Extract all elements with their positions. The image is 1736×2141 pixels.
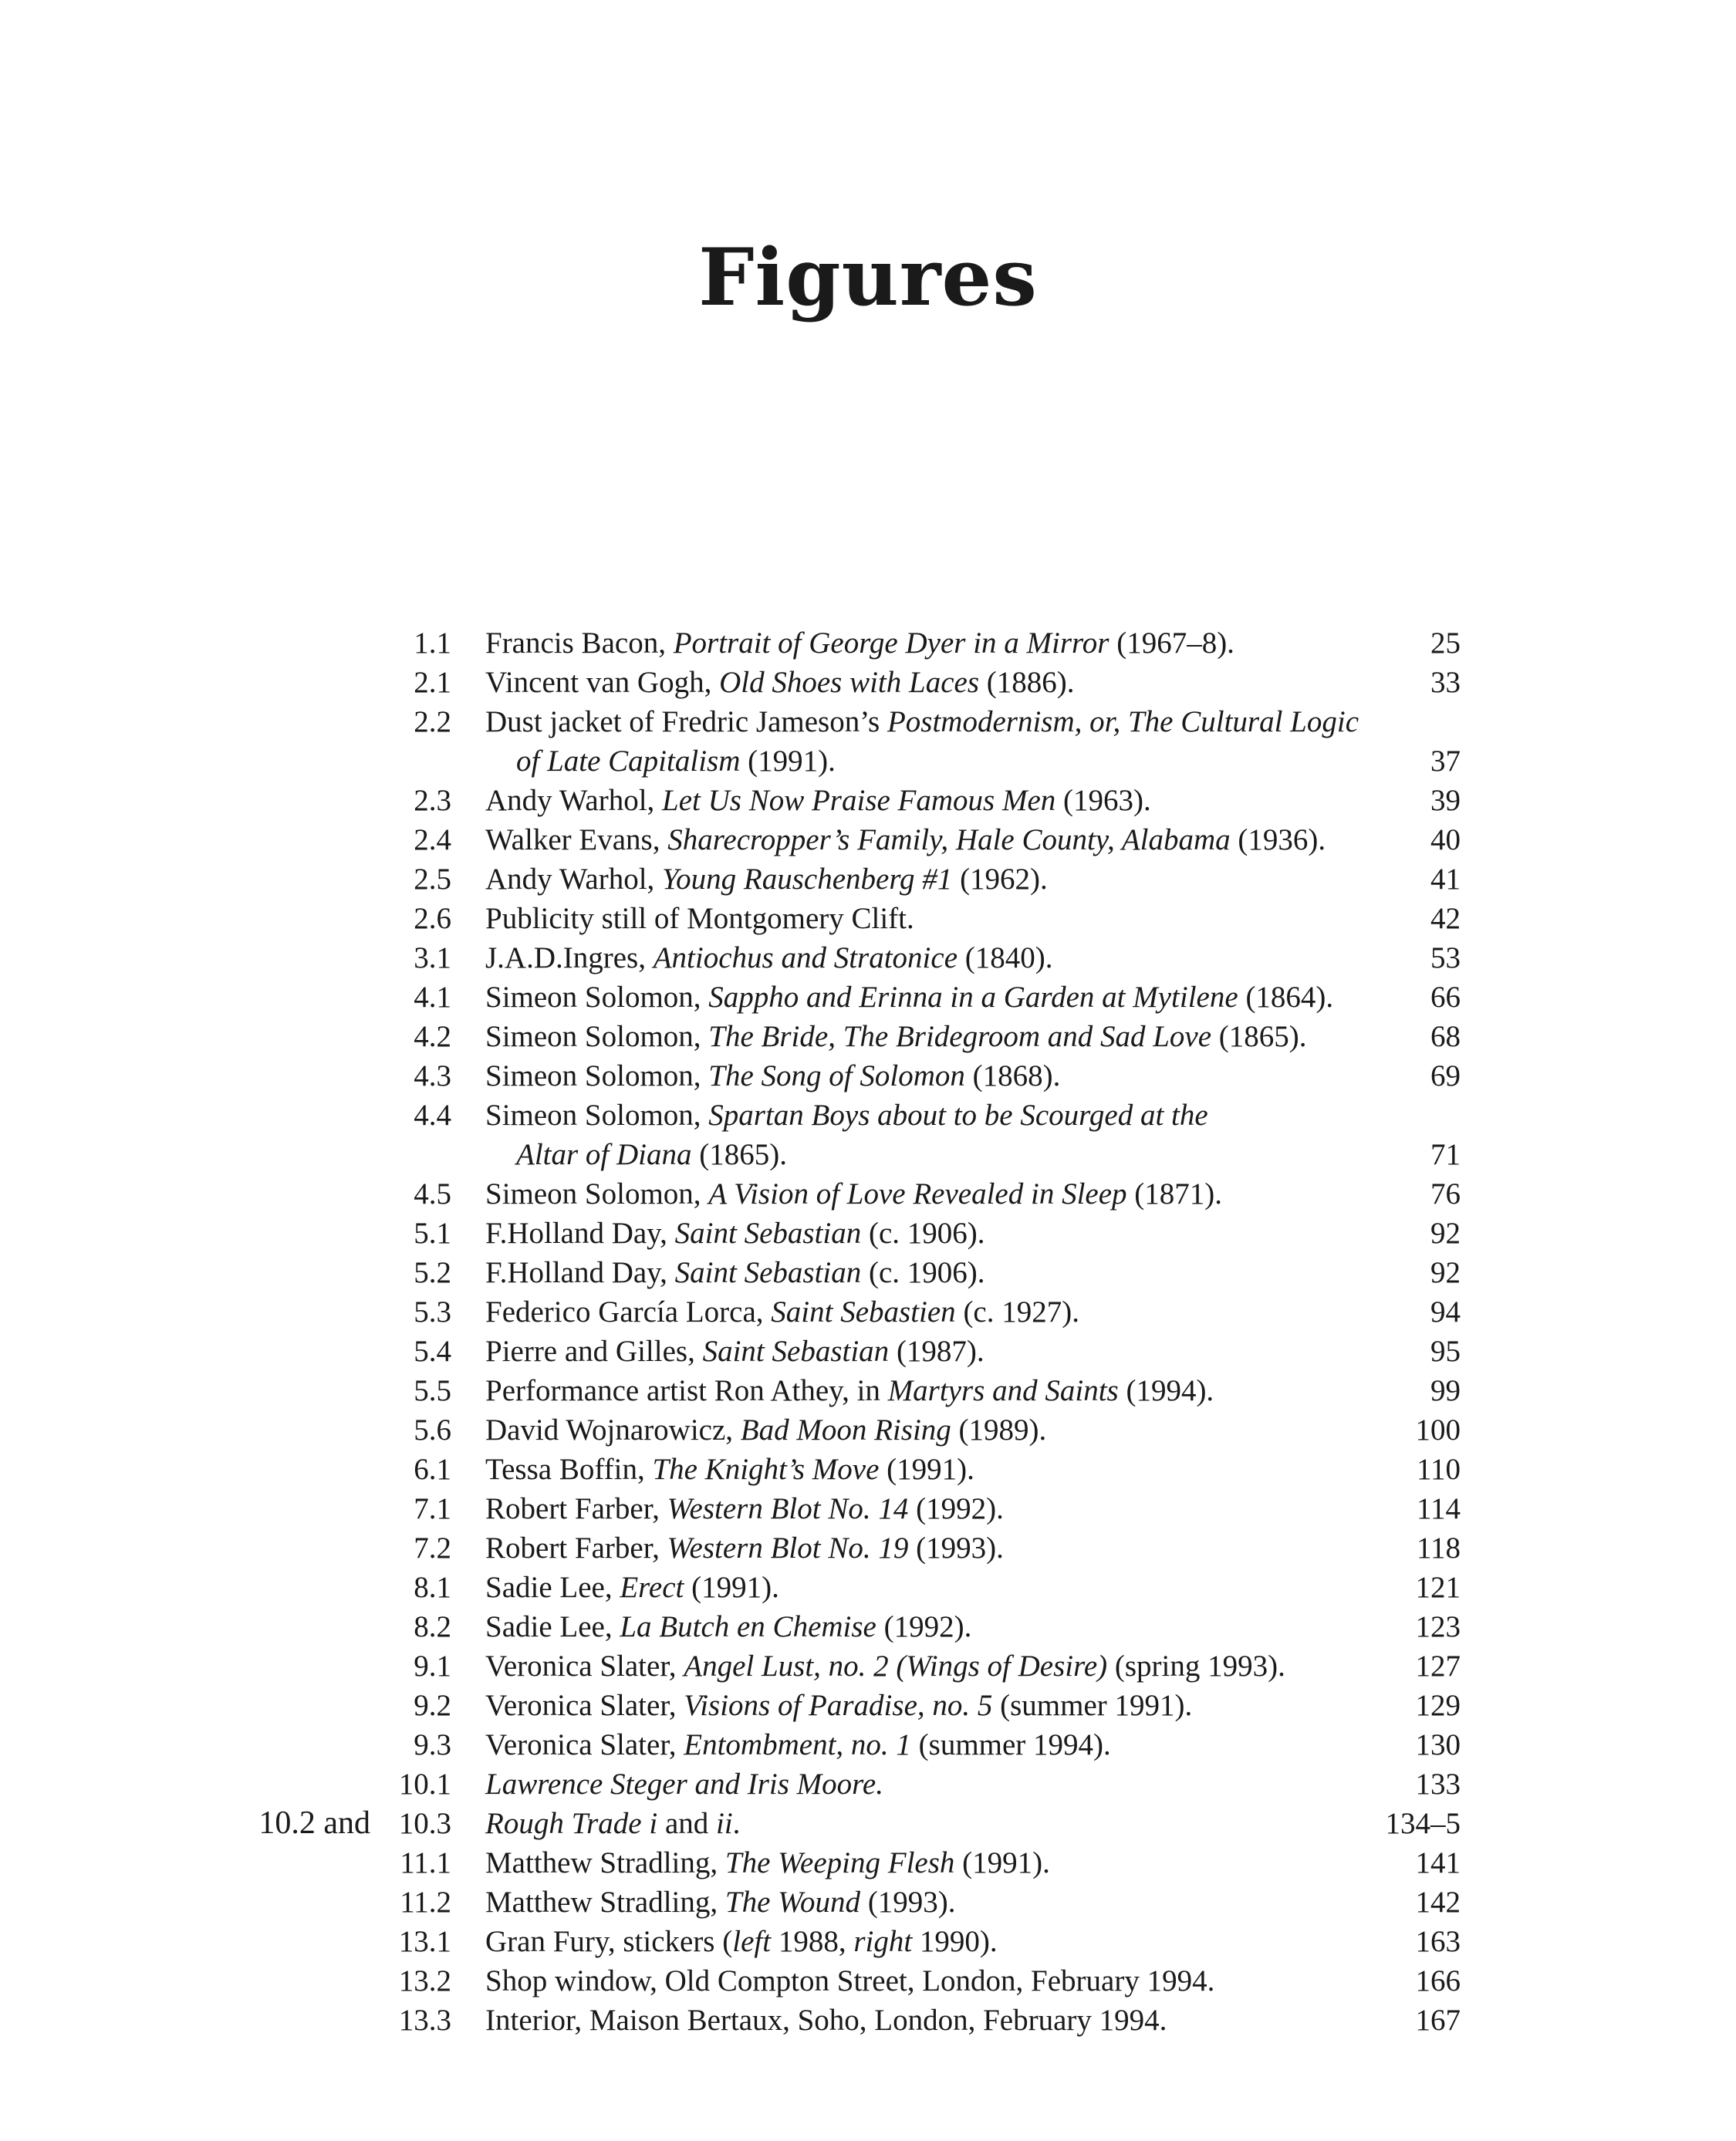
figure-caption [485,1292,1079,1332]
figure-number: 5.6 [414,1413,451,1447]
figure-number: 4.3 [414,1059,451,1092]
caption-text: (1991). [954,1846,1050,1879]
figure-entry [0,1332,1736,1371]
caption-text: Vincent van Gogh, [485,666,720,699]
caption-title: The Bride, The Bridegroom and Sad Love [708,1020,1212,1053]
figure-caption [485,702,1359,741]
figure-number: 9.3 [414,1728,451,1761]
figure-number: 2.3 [414,784,451,817]
page-number: 129 [1415,1689,1461,1722]
page-number: 66 [1430,981,1461,1014]
figure-caption [485,1410,1046,1450]
caption-text: Simeon Solomon, [485,981,709,1014]
page-number: 95 [1430,1335,1461,1368]
figure-entry [0,1410,1736,1450]
figure-caption [516,1135,787,1174]
caption-title: Visions of Paradise, no. 5 [684,1689,993,1722]
caption-text: (1963). [1055,784,1151,817]
figure-caption [485,1450,974,1489]
page-number: 94 [1430,1295,1461,1329]
page-number: 163 [1415,1925,1461,1958]
caption-text: (1868). [964,1059,1061,1092]
figure-caption [485,1214,985,1253]
figure-entry [0,1804,1736,1843]
page-number: 53 [1430,941,1461,974]
figure-caption [485,859,1048,899]
page-number: 76 [1430,1177,1461,1211]
caption-text: Andy Warhol, [485,784,663,817]
page-number: 25 [1430,626,1461,660]
caption-title: Saint Sebastian [702,1335,890,1368]
caption-text: Pierre and Gilles, [485,1335,703,1368]
figure-number: 2.5 [414,863,451,896]
caption-title: Altar of Diana [516,1138,692,1171]
figure-entry [0,978,1736,1017]
figure-entry [0,820,1736,859]
figure-entry [0,1843,1736,1883]
caption-text: Francis Bacon, [485,626,674,660]
caption-text: Tessa Boffin, [485,1453,653,1486]
page-number: 41 [1430,863,1461,896]
caption-text: F.Holland Day, [485,1217,675,1250]
figure-number: 9.2 [414,1689,451,1722]
caption-title: Sappho and Erinna in a Garden at Mytilene [708,981,1238,1014]
caption-text: (1993). [908,1531,1004,1565]
caption-text: Simeon Solomon, [485,1099,709,1132]
figure-entry [0,1253,1736,1292]
caption-title: Martyrs and Saints [887,1374,1119,1407]
caption-text: (1991). [684,1571,779,1604]
figure-entry [0,899,1736,938]
figure-number: 13.2 [398,1964,451,1997]
figure-caption [485,938,1053,978]
figure-number: 8.2 [414,1610,451,1643]
figure-caption [485,1607,971,1646]
caption-title: Spartan Boys about to be Scourged at the [708,1099,1208,1132]
figure-number: 1.1 [414,626,451,660]
caption-title: right [853,1925,913,1958]
page-number: 118 [1416,1531,1461,1565]
caption-title: left [732,1925,772,1958]
figure-number: 10.1 [398,1768,451,1801]
caption-text: (1962). [952,863,1048,896]
caption-title: Entombment, no. 1 [684,1728,911,1761]
caption-text: Matthew Stradling, [485,1886,725,1919]
caption-text: and [657,1807,716,1840]
caption-text: (1840). [958,941,1053,974]
figure-number: 7.1 [414,1492,451,1525]
page-number: 133 [1415,1768,1461,1801]
page-number: 99 [1430,1374,1461,1407]
figure-caption [485,1568,779,1607]
caption-title: Let Us Now Praise Famous Men [662,784,1056,817]
figure-entry [0,702,1736,741]
caption-text: 1988, [771,1925,854,1958]
caption-text: (1994). [1118,1374,1214,1407]
figure-entry [0,1017,1736,1056]
caption-text: (1989). [951,1413,1047,1447]
figure-number: 2.1 [414,666,451,699]
caption-text: Veronica Slater, [485,1728,684,1761]
caption-text: (c. 1906). [861,1256,985,1289]
figure-caption [485,1056,1060,1096]
caption-text: (1992). [908,1492,1004,1525]
caption-text: (1864). [1238,981,1334,1014]
caption-text: Simeon Solomon, [485,1020,709,1053]
caption-text: David Wojnarowicz, [485,1413,741,1447]
figure-number: 2.4 [414,823,451,856]
caption-title: Saint Sebastian [674,1217,862,1250]
caption-text: Publicity still of Montgomery Clift. [485,902,914,935]
caption-text: (1987). [889,1335,985,1368]
figure-caption [485,1764,883,1804]
figure-entry [0,1056,1736,1096]
figure-caption [485,1883,956,1922]
figure-entry [0,1646,1736,1686]
caption-text: Robert Farber, [485,1531,667,1565]
page-number: 71 [1430,1138,1461,1171]
figure-entry [0,623,1736,663]
figure-caption [485,1725,1111,1764]
figure-caption [485,1646,1285,1686]
figure-entry [0,859,1736,899]
caption-text: (spring 1993). [1107,1650,1285,1683]
figure-number: 5.4 [414,1335,451,1368]
page-number: 127 [1415,1650,1461,1683]
caption-text: (1865). [691,1138,787,1171]
caption-title: of Late Capitalism [516,745,741,778]
caption-title: Old Shoes with Laces [719,666,980,699]
caption-text: Veronica Slater, [485,1689,684,1722]
caption-title: The Song of Solomon [708,1059,965,1092]
figure-entry [0,1961,1736,2001]
figure-number: 13.3 [398,2004,451,2037]
caption-text: (1936). [1230,823,1326,856]
caption-title: Portrait of George Dyer in a Mirror [673,626,1109,660]
caption-text: Gran Fury, stickers ( [485,1925,733,1958]
caption-text: (1991). [879,1453,974,1486]
figure-caption [485,1843,1050,1883]
figure-entry [0,1883,1736,1922]
figure-entry-continuation [0,741,1736,781]
figure-entry [0,2001,1736,2040]
figure-caption [485,623,1234,663]
figure-entry [0,1371,1736,1410]
figure-number: 13.1 [398,1925,451,1958]
figure-number: 2.2 [414,705,451,738]
figure-number: 5.3 [414,1295,451,1329]
figure-number: 8.1 [414,1571,451,1604]
figure-number: 4.5 [414,1177,451,1211]
page-number: 134–5 [1385,1807,1461,1840]
figure-entry [0,1607,1736,1646]
page-number: 114 [1416,1492,1461,1525]
figure-caption [485,978,1333,1017]
caption-title: The Wound [724,1886,861,1919]
caption-title: Sharecropper’s Family, Hale County, Alabama [667,823,1231,856]
figure-number-prefix: 10.2 and [258,1805,370,1841]
figure-entry [0,663,1736,702]
figure-caption [516,741,836,781]
figure-caption [485,1174,1222,1214]
caption-text: (1993). [860,1886,956,1919]
page-number: 68 [1430,1020,1461,1053]
figure-number: 6.1 [414,1453,451,1486]
figure-number: 11.1 [400,1846,451,1879]
figure-entry [0,1528,1736,1568]
caption-text: J.A.D.Ingres, [485,941,654,974]
page-number: 123 [1415,1610,1461,1643]
figure-number: 11.2 [400,1886,451,1919]
caption-title: A Vision of Love Revealed in Sleep [708,1177,1127,1211]
caption-title: The Knight’s Move [652,1453,880,1486]
figure-entry-continuation [0,1135,1736,1174]
caption-text: Interior, Maison Bertaux, Soho, London, February 1994. [485,2004,1167,2037]
figure-number: 9.1 [414,1650,451,1683]
page-number: 69 [1430,1059,1461,1092]
caption-text: (1992). [876,1610,972,1643]
page-number: 110 [1416,1453,1461,1486]
caption-text: (summer 1994). [910,1728,1111,1761]
caption-text: (1991). [740,745,836,778]
caption-text: (summer 1991). [992,1689,1193,1722]
figure-number: 10.3 [398,1807,451,1840]
page-number: 166 [1415,1964,1461,1997]
caption-title: Saint Sebastien [771,1295,956,1329]
figure-number: 2.6 [414,902,451,935]
caption-text: Sadie Lee, [485,1571,620,1604]
caption-text: (c. 1927). [955,1295,1079,1329]
caption-title: Postmodernism, or, The Cultural Logic [887,705,1359,738]
caption-text: Performance artist Ron Athey, in [485,1374,888,1407]
figure-number: 4.1 [414,981,451,1014]
caption-text: Veronica Slater, [485,1650,684,1683]
caption-title: Bad Moon Rising [740,1413,951,1447]
figure-number: 4.2 [414,1020,451,1053]
figure-caption [485,2001,1167,2040]
figure-entry [0,1450,1736,1489]
caption-title: Western Blot No. 19 [667,1531,909,1565]
figure-caption [485,1686,1192,1725]
page-title: Figures [698,231,1038,325]
caption-text: Matthew Stradling, [485,1846,725,1879]
page-number: 42 [1430,902,1461,935]
caption-text: 1990). [912,1925,998,1958]
figure-caption [485,1096,1208,1135]
caption-title: Angel Lust, no. 2 (Wings of Desire) [684,1650,1108,1683]
caption-text: Federico García Lorca, [485,1295,772,1329]
figure-entry [0,1096,1736,1135]
caption-text: Simeon Solomon, [485,1059,709,1092]
caption-text: (c. 1906). [861,1217,985,1250]
caption-title: Rough Trade i [485,1807,658,1840]
figure-caption [485,1017,1307,1056]
page-number: 92 [1430,1256,1461,1289]
figure-entry [0,1725,1736,1764]
figure-caption [485,781,1151,820]
figure-entry [0,781,1736,820]
page-number: 92 [1430,1217,1461,1250]
figure-caption [485,1528,1004,1568]
figure-entry [0,938,1736,978]
caption-text: Robert Farber, [485,1492,667,1525]
figure-entry [0,1174,1736,1214]
caption-text: (1865). [1211,1020,1307,1053]
figure-caption [485,1332,985,1371]
page-number: 37 [1430,745,1461,778]
caption-title: Antiochus and Stratonice [653,941,958,974]
figure-entry [0,1764,1736,1804]
caption-text: Simeon Solomon, [485,1177,709,1211]
page-number: 130 [1415,1728,1461,1761]
caption-text: (1871). [1126,1177,1223,1211]
figure-caption [485,1253,985,1292]
figure-caption [485,1371,1214,1410]
caption-title: La Butch en Chemise [620,1610,876,1643]
figure-caption [485,820,1326,859]
figure-entry [0,1214,1736,1253]
figure-entry [0,1568,1736,1607]
page-number: 100 [1415,1413,1461,1447]
figure-entry [0,1686,1736,1725]
figure-caption [485,663,1075,702]
figure-caption [485,1961,1214,2001]
figure-caption [485,1922,998,1961]
caption-text: Andy Warhol, [485,863,663,896]
figure-number: 7.2 [414,1531,451,1565]
page-number: 121 [1415,1571,1461,1604]
caption-text: Dust jacket of Fredric Jameson’s [485,705,887,738]
caption-text: Shop window, Old Compton Street, London, February 1994. [485,1964,1215,1997]
caption-text: F.Holland Day, [485,1256,675,1289]
caption-text: Walker Evans, [485,823,668,856]
figure-number: 5.2 [414,1256,451,1289]
figure-number: 3.1 [414,941,451,974]
figure-entry [0,1922,1736,1961]
caption-title: Young Rauschenberg #1 [662,863,953,896]
caption-text: Sadie Lee, [485,1610,620,1643]
page-number: 40 [1430,823,1461,856]
page-number: 167 [1415,2004,1461,2037]
figure-number: 5.1 [414,1217,451,1250]
figure-list [0,623,1736,2040]
caption-title: ii [716,1807,733,1840]
caption-text: . [732,1807,741,1840]
caption-title: Erect [620,1571,684,1604]
page-number: 142 [1415,1886,1461,1919]
caption-text: (1886). [979,666,1075,699]
figure-caption [485,1489,1004,1528]
figure-entry [0,1489,1736,1528]
figure-number: 4.4 [414,1099,451,1132]
caption-title: Saint Sebastian [674,1256,862,1289]
figure-number: 5.5 [414,1374,451,1407]
page-number: 141 [1415,1846,1461,1879]
caption-title: The Weeping Flesh [724,1846,955,1879]
page-number: 39 [1430,784,1461,817]
page-number: 33 [1430,666,1461,699]
figure-caption [485,899,914,938]
figure-caption [485,1804,740,1843]
figure-entry [0,1292,1736,1332]
caption-title: Lawrence Steger and Iris Moore. [485,1768,883,1801]
caption-title: Western Blot No. 14 [667,1492,909,1525]
caption-text: (1967–8). [1109,626,1234,660]
